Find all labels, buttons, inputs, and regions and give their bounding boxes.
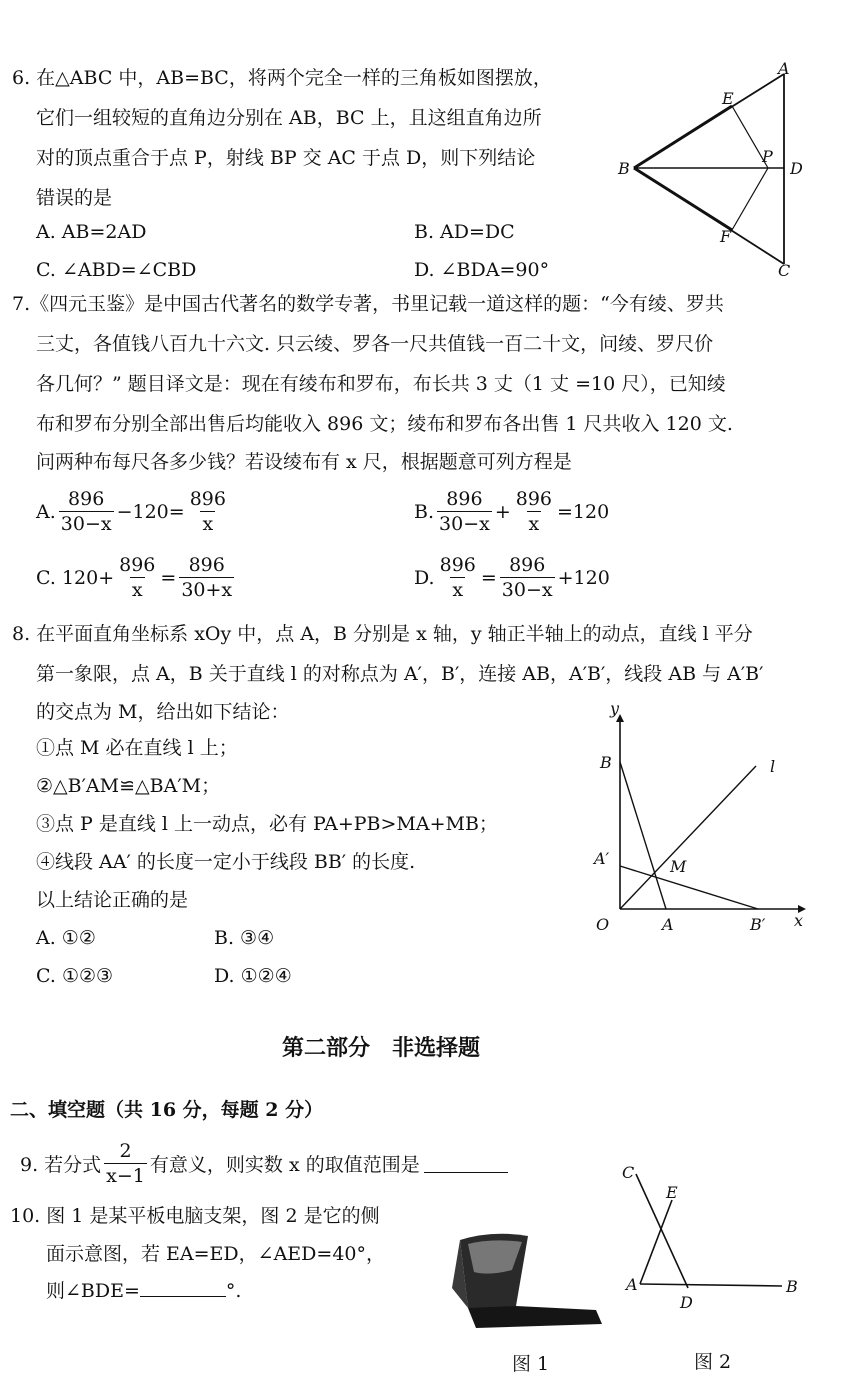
q7-b-mid: + bbox=[494, 500, 511, 523]
q8-option-c: C. ①②③ bbox=[36, 965, 114, 987]
q6-label-c: C bbox=[778, 261, 791, 280]
q7-a-frac2 bbox=[188, 488, 228, 535]
q10-figure-1-photo bbox=[446, 1228, 606, 1338]
q9-answer-blank[interactable] bbox=[424, 1154, 508, 1173]
q8-conclusion-2: ②△B′AM≌△BA′M； bbox=[36, 775, 221, 797]
q8-label-b-prime: B′ bbox=[750, 915, 766, 934]
q8-conclusion-4: ④线段 AA′ 的长度一定小于线段 BB′ 的长度. bbox=[36, 851, 416, 873]
q7-line-5: 问两种布每尺各多少钱？若设绫布有 x 尺，根据题意可列方程是 bbox=[36, 451, 572, 473]
q8-prompt: 以上结论正确的是 bbox=[36, 889, 189, 911]
q7-a-frac1-num: 896 bbox=[68, 488, 105, 510]
q6-label-a: A bbox=[778, 60, 790, 78]
q9-frac-den: x−1 bbox=[106, 1165, 145, 1187]
q7-d-frac2 bbox=[500, 554, 555, 601]
q7-line-4: 布和罗布分别全部出售后均能收入 896 文；绫布和罗布各出售 1 尺共收入 120 文. bbox=[36, 413, 733, 435]
q8-label-y: y bbox=[610, 700, 620, 718]
q7-c-frac1-den: x bbox=[131, 579, 143, 601]
q6-label-b: B bbox=[618, 159, 630, 178]
q6-option-d: D. ∠BDA=90° bbox=[414, 259, 550, 281]
q7-b-frac2-den: x bbox=[528, 513, 540, 535]
q10-tail: °. bbox=[225, 1280, 242, 1302]
q8-figure bbox=[588, 700, 816, 940]
q10-line-2: 面示意图，若 EA=ED，∠AED=40°， bbox=[46, 1243, 385, 1265]
q7-d-frac1-num: 896 bbox=[439, 554, 476, 576]
q7-option-b bbox=[414, 488, 609, 535]
q9-post: 有意义，则实数 x 的取值范围是 bbox=[149, 1154, 420, 1176]
q8-conclusion-1: ①点 M 必在直线 l 上； bbox=[36, 737, 238, 759]
q7-line-3: 各几何？” 题目译文是：现在有绫布和罗布，布长共 3 丈（1 丈 =10 尺），已知绫 bbox=[36, 373, 726, 395]
q7-b-frac1-den: 30−x bbox=[439, 513, 490, 535]
q10-fig1-caption: 图 1 bbox=[512, 1353, 550, 1375]
q6-label-p: P bbox=[762, 147, 773, 166]
q7-a-frac2-num: 896 bbox=[189, 488, 226, 510]
q10-label-d: D bbox=[680, 1293, 693, 1312]
q7-option-d bbox=[414, 554, 610, 601]
q10-label-b: B bbox=[786, 1277, 798, 1296]
q7-a-frac1 bbox=[59, 488, 114, 535]
q7-b-tail: =120 bbox=[557, 500, 610, 523]
q6-label-e: E bbox=[722, 89, 734, 108]
q8-conclusion-3: ③点 P 是直线 l 上一动点，必有 PA+PB>MA+MB； bbox=[36, 813, 498, 835]
q9-pre: 9. 若分式 bbox=[20, 1154, 102, 1176]
q6-line-1: 6. 在△ABC 中，AB=BC，将两个完全一样的三角板如图摆放， bbox=[12, 67, 552, 89]
q8-line-1: 8. 在平面直角坐标系 xOy 中，点 A，B 分别是 x 轴，y 轴正半轴上的动点，直线 l 平分 bbox=[12, 623, 753, 645]
q7-line-1: 7.《四元玉鉴》是中国古代著名的数学专著，书里记载一道这样的题：“今有绫、罗共 bbox=[12, 293, 724, 315]
q6-figure bbox=[610, 60, 820, 280]
q7-b-frac1 bbox=[437, 488, 492, 535]
q7-b-frac2 bbox=[514, 488, 554, 535]
q10-line-3-text: 则∠BDE= bbox=[46, 1280, 140, 1302]
q10-answer-blank[interactable] bbox=[140, 1278, 226, 1297]
q9 bbox=[20, 1140, 508, 1187]
q7-option-a bbox=[36, 488, 231, 535]
q7-c-frac2-den: 30+x bbox=[181, 579, 233, 601]
q6-line-3: 对的顶点重合于点 P，射线 BP 交 AC 于点 D，则下列结论 bbox=[36, 147, 536, 169]
q8-label-b: B bbox=[600, 753, 612, 772]
q7-c-frac1-num: 896 bbox=[119, 554, 156, 576]
q7-d-frac1-den: x bbox=[452, 579, 464, 601]
q8-option-b: B. ③④ bbox=[214, 927, 275, 949]
q7-b-frac2-num: 896 bbox=[515, 488, 553, 510]
q8-label-a-prime: A′ bbox=[594, 849, 610, 868]
part2-title: 第二部分 非选择题 bbox=[282, 1035, 481, 1061]
q9-frac-num: 2 bbox=[119, 1140, 132, 1162]
q7-line-2: 三丈，各值钱八百九十六文. 只云绫、罗各一尺共值钱一百二十文，问绫、罗尺价 bbox=[36, 333, 714, 355]
q6-option-a: A. AB=2AD bbox=[36, 221, 147, 243]
q10-line-3 bbox=[46, 1278, 241, 1303]
q8-label-l: l bbox=[770, 757, 776, 776]
q8-label-x: x bbox=[794, 911, 804, 930]
q6-option-c: C. ∠ABD=∠CBD bbox=[36, 259, 197, 281]
q7-b-label: B. bbox=[414, 500, 435, 523]
q6-line-4: 错误的是 bbox=[36, 187, 113, 209]
q7-b-frac1-num: 896 bbox=[446, 488, 483, 510]
q10-figure-2 bbox=[616, 1164, 816, 1354]
q7-a-frac1-den: 30−x bbox=[60, 513, 112, 535]
q8-label-a: A bbox=[662, 915, 674, 934]
q9-fraction bbox=[104, 1140, 147, 1187]
q10-fig2-caption: 图 2 bbox=[694, 1351, 732, 1373]
q8-option-a: A. ①② bbox=[36, 927, 96, 949]
q6-option-b: B. AD=DC bbox=[414, 221, 515, 243]
q6-label-d: D bbox=[790, 159, 803, 178]
q7-a-label: A. bbox=[36, 500, 56, 523]
q7-option-c bbox=[36, 554, 237, 601]
q7-d-mid: = bbox=[480, 566, 497, 589]
q10-label-e: E bbox=[666, 1183, 678, 1202]
q7-d-frac2-den: 30−x bbox=[501, 579, 553, 601]
q7-d-frac2-num: 896 bbox=[509, 554, 546, 576]
q7-d-label: D. bbox=[414, 566, 435, 589]
q8-line-2: 第一象限，点 A，B 关于直线 l 的对称点为 A′，B′，连接 AB，A′B′，线段 AB 与 A′B′ bbox=[36, 663, 764, 685]
q8-line-3: 的交点为 M，给出如下结论： bbox=[36, 701, 290, 723]
q7-c-label: C. 120+ bbox=[36, 566, 115, 589]
q7-d-frac1 bbox=[438, 554, 478, 601]
q8-label-m: M bbox=[670, 857, 687, 876]
q7-c-frac2 bbox=[179, 554, 234, 601]
q10-label-c: C bbox=[622, 1164, 635, 1182]
q10-label-a: A bbox=[626, 1275, 638, 1294]
q10-line-1: 10. 图 1 是某平板电脑支架，图 2 是它的侧 bbox=[10, 1205, 380, 1227]
section2-heading: 二、填空题（共 16 分，每题 2 分） bbox=[10, 1099, 324, 1121]
q6-label-f: F bbox=[720, 227, 732, 246]
q7-a-frac2-den: x bbox=[202, 513, 214, 535]
q7-c-frac1 bbox=[117, 554, 157, 601]
q7-c-mid: = bbox=[160, 566, 177, 589]
q7-c-frac2-num: 896 bbox=[188, 554, 225, 576]
q7-d-tail: +120 bbox=[557, 566, 610, 589]
q8-label-o: O bbox=[596, 915, 610, 934]
q7-a-mid: −120= bbox=[116, 500, 185, 523]
q8-option-d: D. ①②④ bbox=[214, 965, 292, 987]
q6-line-2: 它们一组较短的直角边分别在 AB，BC 上，且这组直角边所 bbox=[36, 107, 542, 129]
